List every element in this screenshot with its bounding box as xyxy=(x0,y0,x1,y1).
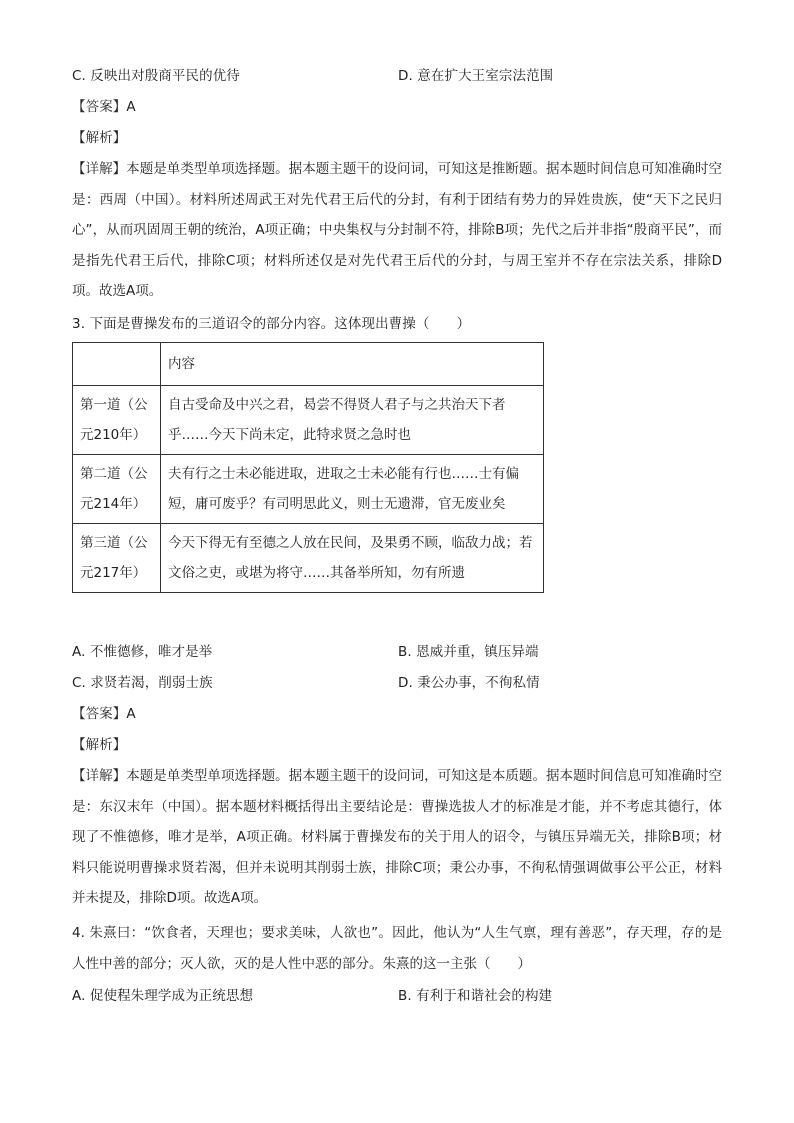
q4-option-b: B. 有利于和谐社会的构建 xyxy=(398,988,553,1004)
edict-label-cell: 第二道（公元214年） xyxy=(73,455,161,524)
q3-stem: 3. 下面是曹操发布的三道诏令的部分内容。这体现出曹操（ ） xyxy=(72,316,471,332)
table-row xyxy=(73,524,544,593)
q3-analysis-label: 【解析】 xyxy=(72,737,127,753)
answer-value: A xyxy=(126,99,136,115)
q4-option-a: A. 促使程朱理学成为正统思想 xyxy=(72,988,254,1004)
q2-option-d: D. 意在扩大王室宗法范围 xyxy=(398,68,554,84)
q2-option-c: C. 反映出对殷商平民的优待 xyxy=(72,68,240,84)
q3-detail-paragraph: 【详解】本题是单类型单项选择题。据本题主题干的设问词，可知这是本质题。据本题时间信息可知准确时空是：东汉末年（中国）。据本题材料概括得出主要结论是：曹操选拔人才的标准是才能，并不考虑其德行，体现了不惟德修，唯才是举，A项正确。材料属于曹操发布的关于用人的诏令，与镇压异端无关，排除B项；材料只能说明曹操求贤若渴，但并未说明其削弱士族，排除C项；秉公办事，不徇私情强调做事公平公正，材料并未提及，排除D项。故选A项。 xyxy=(72,768,722,906)
q4-stem: 4. 朱熹曰：“饮食者，天理也；要求美味，人欲也”。因此，他认为“人生气禀，理有善恶”，存天理，存的是人性中善的部分；灭人欲，灭的是人性中恶的部分。朱熹的这一主张（ ） xyxy=(72,925,722,972)
edict-label-cell: 第三道（公元217年） xyxy=(73,524,161,593)
table-row xyxy=(73,386,544,455)
edict-label-cell: 第一道（公元210年） xyxy=(73,386,161,455)
answer-value: A xyxy=(126,706,136,722)
edict-content-cell: 今天下得无有至德之人放在民间，及果勇不顾，临敌力战；若文俗之吏，或堪为将守……其备举所知，勿有所遗 xyxy=(161,524,544,593)
table-header-cell xyxy=(73,343,161,386)
q3-option-b: B. 恩威并重，镇压异端 xyxy=(398,644,539,660)
table-row xyxy=(73,455,544,524)
table-header-row xyxy=(73,343,544,386)
answer-label: 【答案】 xyxy=(72,706,127,722)
q2-analysis-label: 【解析】 xyxy=(72,130,127,146)
q3-option-a: A. 不惟德修，唯才是举 xyxy=(72,644,213,660)
q3-option-d: D. 秉公办事，不徇私情 xyxy=(398,675,540,691)
edict-content-cell: 夫有行之士未必能进取，进取之士未必能有行也……士有偏短，庸可废乎？有司明思此义，则士无遗滞，官无废业矣 xyxy=(161,455,544,524)
q3-answer xyxy=(72,704,136,724)
q3-edicts-table xyxy=(72,342,544,593)
table-header-cell-content: 内容 xyxy=(161,343,544,386)
q2-detail-paragraph: 【详解】本题是单类型单项选择题。据本题主题干的设问词，可知这是推断题。据本题时间信息可知准确时空是：西周（中国）。材料所述周武王对先代君王后代的分封，有利于团结有势力的异姓贵族，使“天下之民归心”，从而巩固周王朝的统治，A项正确；中央集权与分封制不符，排除B项；先代之后并非指“殷商平民”，而是指先代君王后代，排除C项；材料所述仅是对先代君王后代的分封，与周王室并不存在宗法关系，排除D项。故选A项。 xyxy=(72,161,722,299)
q3-option-c: C. 求贤若渴，削弱士族 xyxy=(72,675,213,691)
answer-label: 【答案】 xyxy=(72,99,127,115)
edict-content-cell: 自古受命及中兴之君，曷尝不得贤人君子与之共治天下者乎……今天下尚未定，此特求贤之急时也 xyxy=(161,386,544,455)
q2-answer xyxy=(72,97,136,117)
